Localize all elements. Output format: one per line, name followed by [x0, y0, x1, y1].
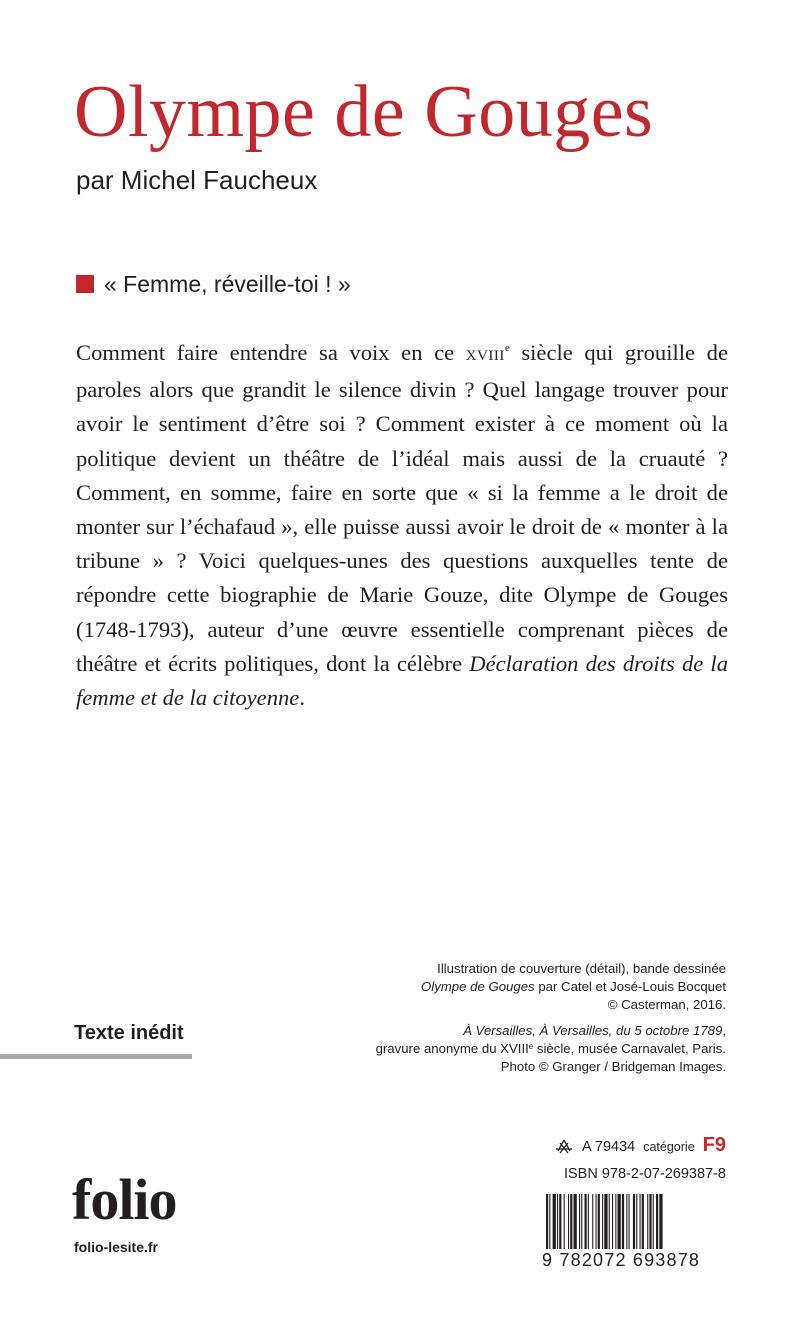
catalog-code: A 79434: [581, 1139, 636, 1155]
image-credits: [306, 960, 726, 1084]
book-author: par Michel Faucheux: [76, 165, 318, 195]
gray-rule: [0, 1054, 192, 1059]
blurb-work-title: Déclaration des droits de la femme et de la citoyenne: [76, 650, 728, 711]
folio-logo: folio: [72, 1167, 177, 1232]
credit-line-4-rest: ,: [722, 1023, 726, 1038]
credit-line-5a: gravure anonyme du XVIII: [375, 1041, 529, 1056]
book-title: Olympe de Gouges: [74, 71, 654, 153]
credit-line-5b: siècle, musée Carnavalet, Paris.: [533, 1041, 726, 1056]
blurb-century-sup: e: [504, 342, 510, 354]
publisher-emblem-icon: [554, 1138, 574, 1154]
barcode-digits: 9 782072 693878: [540, 1249, 732, 1271]
credit-line-4-title: À Versailles, À Versailles, du 5 octobre 1789: [463, 1023, 723, 1038]
publisher-site[interactable]: folio-lesite.fr: [74, 1239, 159, 1255]
red-square-icon: [76, 275, 94, 293]
quote-heading: [76, 270, 351, 298]
credit-cover: [306, 960, 726, 1014]
credit-line-1: Illustration de couverture (détail), bande dessinée: [437, 961, 726, 976]
blurb-text-1: Comment faire entendre sa voix en ce: [76, 340, 466, 365]
catalog-row: [554, 1134, 726, 1157]
credit-line-6: Photo © Granger / Bridgeman Images.: [500, 1059, 726, 1074]
texte-inedit-label: Texte inédit: [74, 1022, 184, 1044]
credit-line-2-title: Olympe de Gouges: [421, 979, 535, 994]
isbn: ISBN 978-2-07-269387-8: [563, 1166, 726, 1182]
credit-line-3: © Casterman, 2016.: [607, 997, 726, 1012]
quote-text: « Femme, réveille-toi ! »: [104, 271, 351, 297]
blurb-text-3: .: [299, 685, 305, 711]
credit-line-2-rest: par Catel et José-Louis Bocquet: [534, 979, 726, 994]
back-cover-blurb: [76, 336, 728, 715]
category-value: F9: [702, 1134, 726, 1156]
credit-engraving: [306, 1022, 726, 1076]
category-label: catégorie: [643, 1140, 695, 1154]
blurb-text-2: siècle qui grouille de paroles alors que grandit le silence divin ? Quel langage trouver pour avoir le sentiment d’être soi ? Comment exister à ce moment où la politique devient un théâtre de l’idéal mais aussi de la cruauté ? Comment, en somme, faire en sorte que « si la femme a le droit de monter sur l’échafaud », elle puisse aussi avoir le droit de « monter à la tribune » ? Voici quelques-unes des questions auxquelles tente de répondre cette biographie de Marie Gouze, dite Olympe de Gouges (1748-1793), auteur d’une œuvre essentielle comprenant pièces de théâtre et écrits politiques, dont la célèbre: [76, 340, 728, 676]
blurb-century: XVIII: [465, 348, 505, 364]
credit-line-5-sup: e: [528, 1042, 534, 1051]
